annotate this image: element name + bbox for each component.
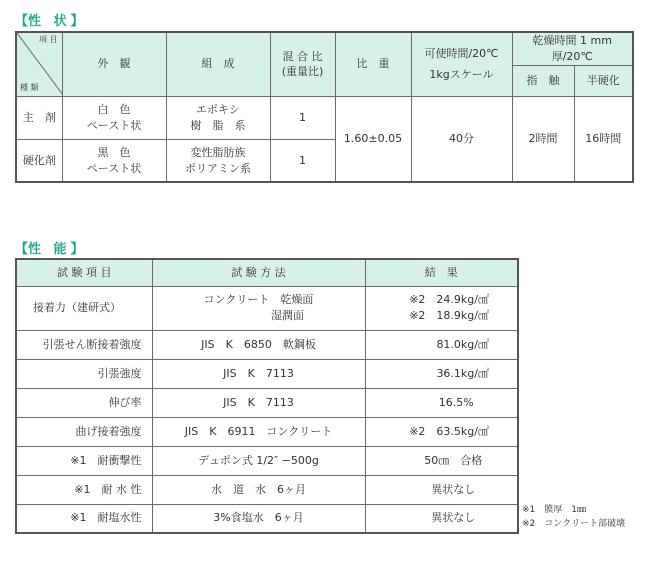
test-method-cell: 3%食塩水 6ヶ月 <box>152 504 365 533</box>
corner-bottom-label: 種 類 <box>20 83 39 93</box>
table-row <box>16 96 633 139</box>
result-cell: 81.0kg/㎠ <box>365 330 518 359</box>
pot-life-cell: 40分 <box>411 96 512 182</box>
header-pot-life: 可使時間/20℃ 1kgスケール <box>411 32 512 96</box>
test-method-cell: JIS K 7113 <box>152 388 365 417</box>
appearance-cell: 白 色 ペースト状 <box>62 96 166 139</box>
header-semi-cure: 半硬化 <box>574 65 633 96</box>
test-item-cell: 接着力（建研式） <box>16 286 152 330</box>
performance-table <box>15 258 519 534</box>
test-method-cell: コンクリート 乾燥面 湿潤面 <box>152 286 365 330</box>
table-row <box>16 446 518 475</box>
table-row <box>16 504 518 533</box>
composition-cell: 変性脂肪族 ポリアミン系 <box>166 139 270 182</box>
test-method-cell: JIS K 6911 コンクリート <box>152 417 365 446</box>
appearance-cell: 黒 色 ペースト状 <box>62 139 166 182</box>
header-dry-time: 乾燥時間 1 mm厚/20℃ <box>512 32 633 65</box>
header-test-item: 試 験 項 目 <box>16 259 152 286</box>
test-method-cell: JIS K 6850 軟鋼板 <box>152 330 365 359</box>
touch-dry-cell: 2時間 <box>512 96 574 182</box>
result-cell: 異状なし <box>365 475 518 504</box>
table-row <box>16 475 518 504</box>
header-touch: 指 触 <box>512 65 574 96</box>
test-item-cell: ※1 耐塩水性 <box>16 504 152 533</box>
header-appearance: 外 観 <box>62 32 166 96</box>
result-cell: 36.1kg/㎠ <box>365 359 518 388</box>
test-method-cell: JIS K 7113 <box>152 359 365 388</box>
corner-top-label: 項 目 <box>38 35 58 44</box>
header-specific-gravity: 比 重 <box>335 32 411 96</box>
section-title-properties: 【性 状】 <box>15 14 84 29</box>
header-test-method: 試 験 方 法 <box>152 259 365 286</box>
test-item-cell: 曲げ接着強度 <box>16 417 152 446</box>
test-item-cell: 引張強度 <box>16 359 152 388</box>
header-composition: 組 成 <box>166 32 270 96</box>
test-item-cell: 伸び率 <box>16 388 152 417</box>
properties-table <box>15 31 634 183</box>
header-mix-ratio: 混 合 比 (重量比) <box>270 32 335 96</box>
footnote-2: ※2 コンクリート部破壊 <box>522 519 626 529</box>
result-cell: 異状なし <box>365 504 518 533</box>
kind-cell: 主 剤 <box>16 96 62 139</box>
footnote-1: ※1 膜厚 1㎜ <box>522 505 586 515</box>
test-method-cell: 水 道 水 6ヶ月 <box>152 475 365 504</box>
composition-cell: エポキシ 樹 脂 系 <box>166 96 270 139</box>
test-item-cell: 引張せん断接着強度 <box>16 330 152 359</box>
specific-gravity-cell: 1.60±0.05 <box>335 96 411 182</box>
corner-header-cell <box>16 32 62 96</box>
table-row <box>16 388 518 417</box>
table-row <box>16 330 518 359</box>
mix-ratio-cell: 1 <box>270 96 335 139</box>
result-cell: 16.5% <box>365 388 518 417</box>
test-item-cell: ※1 耐 水 性 <box>16 475 152 504</box>
kind-cell: 硬化剤 <box>16 139 62 182</box>
result-cell: ※2 24.9kg/㎠ ※2 18.9kg/㎠ <box>365 286 518 330</box>
test-method-cell: デュポン式 1/2″ −500g <box>152 446 365 475</box>
header-result: 結 果 <box>365 259 518 286</box>
test-item-cell: ※1 耐衝撃性 <box>16 446 152 475</box>
result-cell: ※2 63.5kg/㎠ <box>365 417 518 446</box>
table-row <box>16 359 518 388</box>
semi-cure-cell: 16時間 <box>574 96 633 182</box>
mix-ratio-cell: 1 <box>270 139 335 182</box>
table-row <box>16 286 518 330</box>
result-cell: 50㎝ 合格 <box>365 446 518 475</box>
table-row <box>16 417 518 446</box>
section-title-performance: 【性 能】 <box>15 242 84 257</box>
